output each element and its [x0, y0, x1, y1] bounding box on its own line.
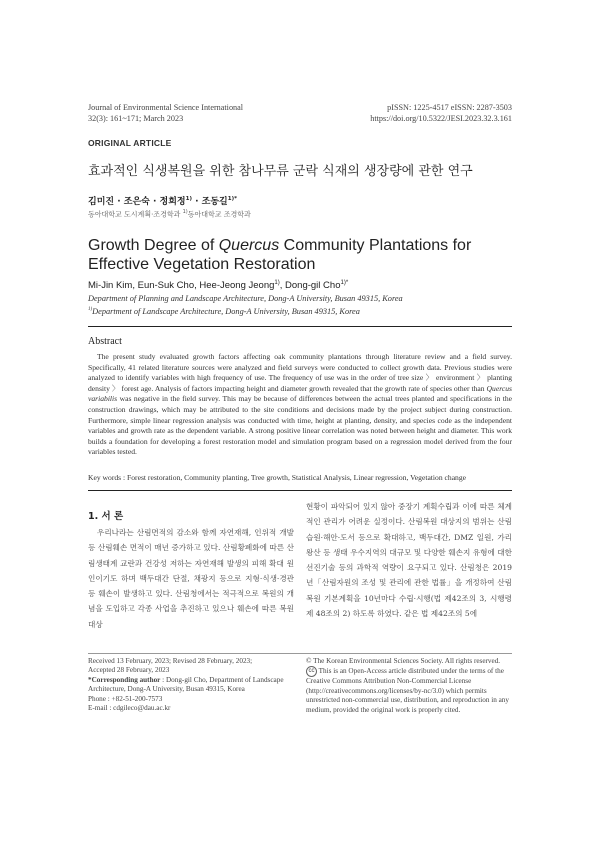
english-author-tail: , Dong-gil Cho — [279, 280, 341, 292]
journal-volume: 32(3): 161~171; March 2023 — [88, 114, 184, 123]
abstract-text — [88, 352, 512, 458]
korean-affiliation — [88, 209, 251, 219]
author-sup: 1) — [185, 196, 192, 202]
received-date: Received 13 February, 2023; Revised 28 February, 2023; — [88, 657, 253, 665]
abstract-italic: Quercus variabilis — [88, 383, 512, 404]
footer-divider — [88, 653, 512, 654]
author-sup: 1) — [274, 280, 280, 286]
footer-left — [88, 657, 293, 713]
corr-detail: : Dong-gil Cho, Department of Landscape Architecture, Dong-A University, Busan 49315, Korea — [88, 675, 284, 694]
footer-right — [306, 657, 516, 715]
paragraph: 우리나라는 산림면적의 감소와 함께 자연재해, 인위적 개발 등 산림훼손 면적이 매년 증가하고 있다. 산림황폐화에 따른 산림생태계 교란과 건강성 저하는 자연재해 발생의 피해 확대 원인이기도 하며 백두대간 단절, 채광지 등으로 지형·식생·경관 등 훼손이 발생하고 있다. 산림청에서는 적극적으로 복원의 개념을 도입하고 각종 사업을 추진하고 있으나 훼손에 따른 복원대상 — [88, 528, 294, 629]
korean-author-names: 김미진 · 조은숙 · 정희정 — [88, 197, 186, 207]
email-link[interactable]: E-mail : cdgileco@dau.ac.kr — [88, 704, 171, 713]
english-affiliations — [88, 293, 403, 317]
doi-link[interactable]: https://doi.org/10.5322/JESI.2023.32.3.161 — [370, 114, 512, 123]
aff-sup: 1) — [182, 209, 188, 215]
copyright-icon: © — [306, 657, 312, 665]
english-title — [88, 236, 508, 274]
aff-sup: 1) — [88, 307, 93, 312]
korean-aff-1: 동아대학교 도시계획·조경학과 — [88, 210, 183, 219]
english-aff-1: Department of Planning and Landscape Architecture, Dong-A University, Busan 49315, Korea — [88, 294, 403, 303]
english-aff-2: Department of Landscape Architecture, Dong-A University, Busan 49315, Korea — [92, 306, 360, 316]
abstract-part: was negative in the field survey. This may be because of differences between the actual trees planted and specifications in the construction drawings, which may be attributed to the site conditions and decisions made by the project subject during construction. Furthermore, simple linear regression analysis was conducted with time, height at planting, density, and species code as the independent variables and growth rate as the dependent variable. A strong positive linear correlation was noted between height and diameter. This work builds a foundation for developing a forest restoration model and simulation program based on a regression model derived from the four variables tested. — [88, 394, 512, 457]
korean-author-tail: · 조동길 — [191, 197, 228, 207]
korean-aff-2: 동아대학교 조경학과 — [187, 210, 251, 219]
issn: pISSN: 1225-4517 eISSN: 2287-3503 — [387, 103, 512, 112]
paragraph: 현황이 파악되어 있지 않아 중장기 계획수립과 이에 따른 체계적인 관리가 어려운 실정이다. 산림복원 대상지의 범위는 산림 습원·해안·도서 등으로 확대하고, 백두대간, DMZ 일원, 가리왕산 등 생태 우수지역의 대규모 및 다양한 훼손지 유형에 대한 선진기술 등의 과학적 역량이 요구되고 있다. 산림청은 2019년「산림자원의 조성 및 관리에 관한 법률」을 개정하여 산림복원 기본계획을 10년마다 수립·시행(법 제42조의 3, 시행령 제 48조의 2) 하도록 하였다. 같은 법 제42조의 5에 — [306, 502, 512, 619]
abstract-heading: Abstract — [88, 336, 122, 347]
body-column-right — [306, 499, 512, 621]
title-part: Growth Degree of — [88, 237, 219, 254]
korean-title: 효과적인 식생복원을 위한 참나무류 군락 식재의 생장량에 관한 연구 — [88, 164, 473, 179]
title-part: Community Plantations for Effective Vegetation Restoration — [88, 237, 472, 273]
corresponding-author — [88, 676, 293, 695]
body-column-left — [88, 525, 294, 632]
english-authors — [88, 280, 348, 291]
journal-name: Journal of Environmental Science International — [88, 103, 244, 112]
license-text: This is an Open-Access article distributed under the terms of the Creative Commons Attribution Non-Commercial License (http://creativecommons.org/licenses/by-nc/3.0) which permits unrestricted non-commercial use, distribution, and reproduction in any medium, provided the original work is properly cited. — [306, 667, 509, 714]
abstract-part: The present study evaluated growth factors affecting oak community plantations through literature review and a field survey. Specifically, 41 related literature sources were analyzed and field surveys were conducted to collect growth data. Previous studies were analyzed to identify variables with high frequency of use. The frequency of use was in the order of tree size 〉 environment 〉 planting density 〉 forest age. Analysis of factors impacting height and diameter growth revealed that the growth rate of species other than — [88, 352, 512, 393]
divider — [88, 326, 512, 327]
author-sup: 1)* — [340, 280, 349, 286]
divider — [88, 490, 512, 491]
korean-authors — [88, 194, 237, 207]
journal-header-right — [370, 102, 512, 124]
phone: Phone : +82-51-200-7573 — [88, 694, 163, 703]
copyright-text: The Korean Environmental Sciences Society. All rights reserved. — [313, 657, 501, 665]
creative-commons-icon: cc — [306, 666, 317, 677]
english-author-names: Mi-Jin Kim, Eun-Suk Cho, Hee-Jeong Jeong — [88, 280, 275, 292]
title-italic-genus: Quercus — [218, 237, 280, 254]
corr-label: *Corresponding author — [88, 675, 161, 684]
author-sup: 1)* — [227, 196, 237, 202]
keywords — [88, 473, 518, 482]
section-heading: 1. 서 론 — [88, 511, 124, 522]
accepted-date: Accepted 28 February, 2023 — [88, 666, 170, 675]
keywords-label: Key words : — [88, 473, 128, 482]
article-type: ORIGINAL ARTICLE — [88, 138, 172, 148]
keywords-list: Forest restoration, Community planting, Tree growth, Statistical Analysis, Linear regression, Vegetation change — [127, 473, 467, 482]
journal-header-left — [88, 102, 243, 124]
